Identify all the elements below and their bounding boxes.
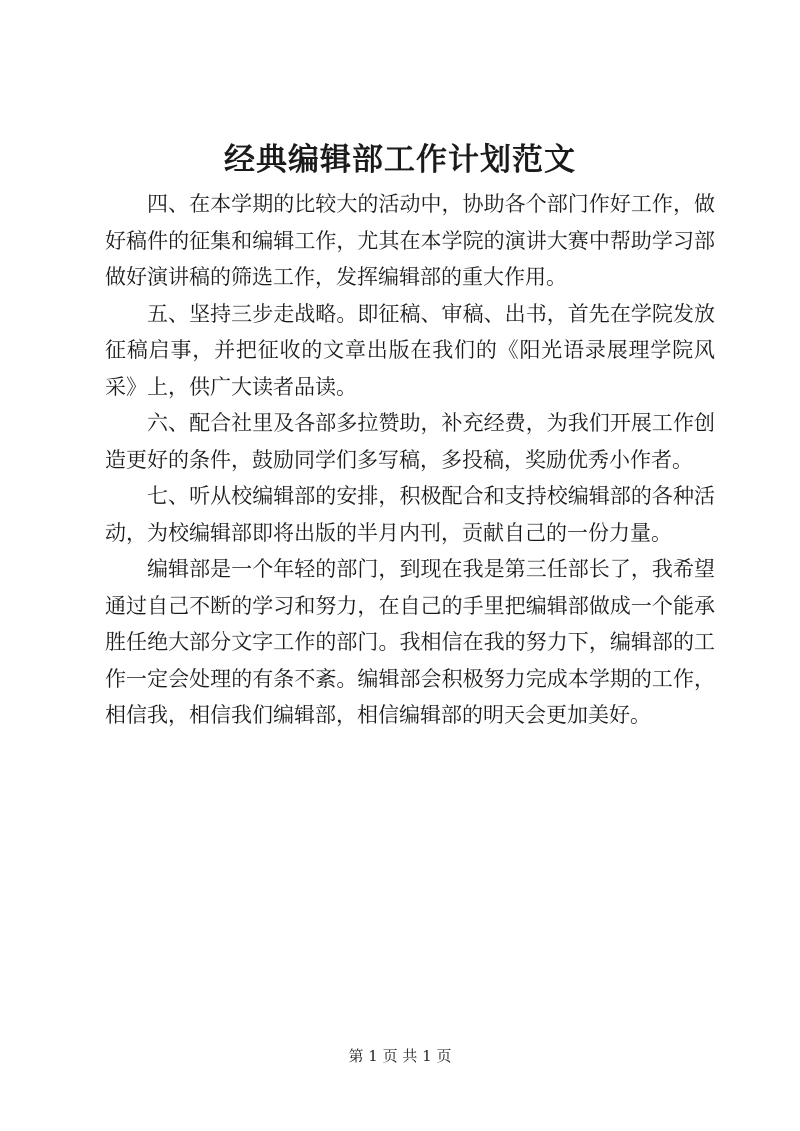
paragraph-1: 四、在本学期的比较大的活动中，协助各个部门作好工作，做好稿件的征集和编辑工作，尤其在本学院的演讲大赛中帮助学习部做好演讲稿的筛选工作，发挥编辑部的重大作用。 <box>105 192 715 289</box>
page-footer <box>0 1046 800 1066</box>
paragraph-3: 六、配合社里及各部多拉赞助，补充经费，为我们开展工作创造更好的条件，鼓励同学们多写稿，多投稿，奖励优秀小作者。 <box>105 411 715 472</box>
paragraph-4: 七、听从校编辑部的安排，积极配合和支持校编辑部的各种活动，为校编辑部即将出版的半月内刊，贡献自己的一份力量。 <box>105 484 715 545</box>
page-number-label: 第 1 页 共 1 页 <box>348 1047 452 1065</box>
paragraph-5: 编辑部是一个年轻的部门，到现在我是第三任部长了，我希望通过自己不断的学习和努力，在自己的手里把编辑部做成一个能承胜任绝大部分文字工作的部门。我相信在我的努力下，编辑部的工作一定会处理的有条不紊。编辑部会积极努力完成本学期的工作，相信我，相信我们编辑部，相信编辑部的明天会更加美好。 <box>105 557 715 727</box>
document-body <box>105 186 715 734</box>
paragraph-2: 五、坚持三步走战略。即征稿、审稿、出书，首先在学院发放征稿启事，并把征收的文章出版在我们的《阳光语录展理学院风采》上，供广大读者品读。 <box>105 301 715 399</box>
document-title: 经典编辑部工作计划范文 <box>224 142 576 178</box>
